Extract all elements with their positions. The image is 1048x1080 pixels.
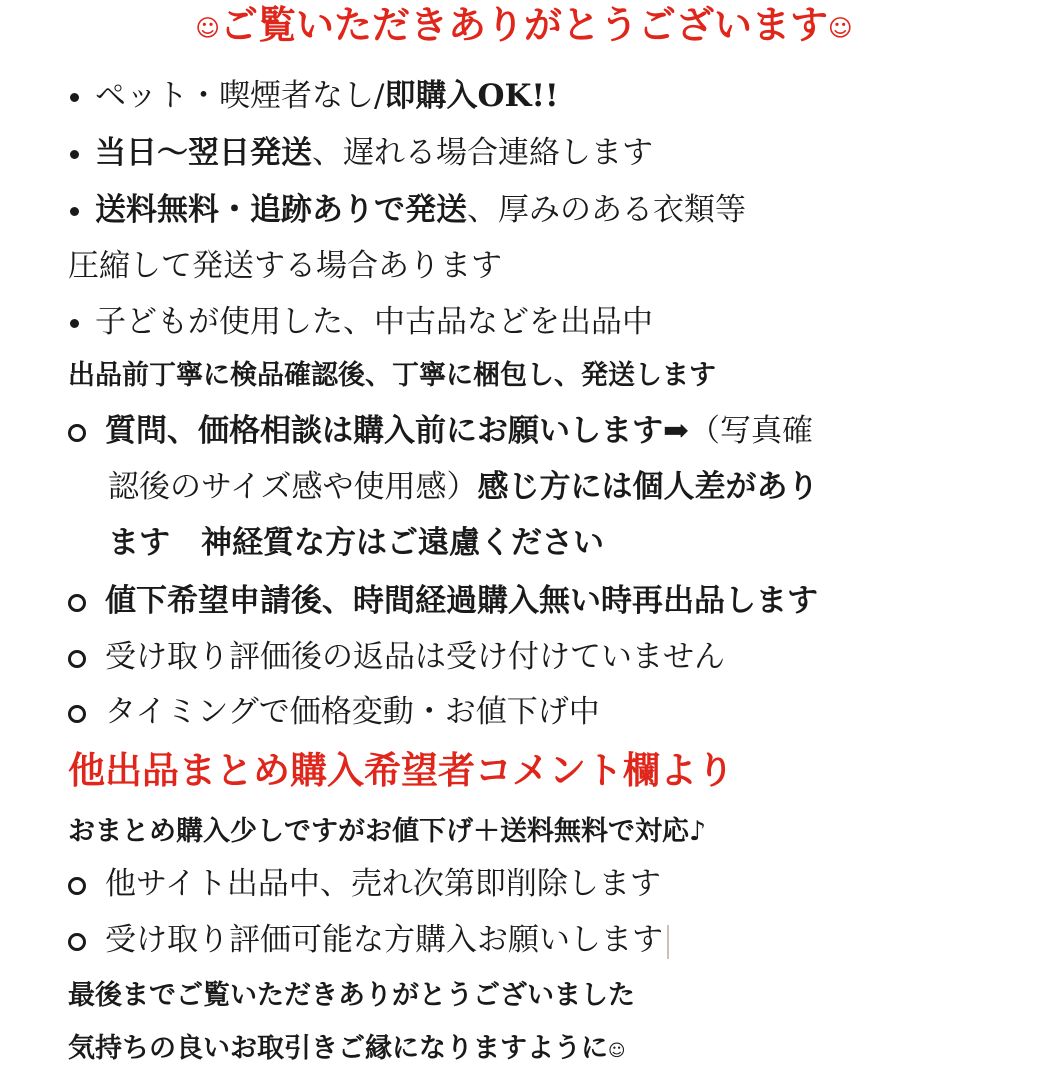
- smiley-icon: ☺: [608, 1039, 626, 1060]
- circle-bullet-icon: [68, 933, 86, 951]
- closing-line-2: [68, 1031, 625, 1068]
- list-item: [68, 920, 669, 960]
- item-text: 値下希望申請後、時間経過購入無い時再出品します: [105, 583, 818, 619]
- closing-text: 気持ちの良いお取引きご縁になりますように: [68, 1033, 608, 1064]
- list-item: [68, 864, 661, 904]
- list-item: [68, 581, 818, 621]
- bullet-text: ペット・喫煙者なし/: [95, 78, 385, 114]
- list-item: [68, 411, 813, 451]
- question-emphasis: 質問、価格相談は購入前にお願いします➡: [105, 413, 689, 449]
- smiley-icon: ☺: [828, 13, 853, 42]
- bullet-text: 、遅れる場合連絡します: [312, 135, 653, 171]
- list-item-continuation: [108, 467, 819, 507]
- bullet-icon: [70, 93, 79, 102]
- bullet-emphasis: 即購入OK!!: [384, 78, 559, 114]
- item-text: 受け取り評価可能な方購入お願いします: [105, 922, 663, 958]
- smiley-icon: ☺: [195, 13, 220, 42]
- circle-bullet-icon: [68, 424, 86, 442]
- bullet-emphasis: 送料無料・追跡ありで発送: [95, 192, 467, 228]
- title-text: ご覧いただきありがとうございます: [219, 3, 828, 47]
- question-text: 認後のサイズ感や使用感）: [108, 469, 478, 505]
- wrap-line: 圧縮して発送する場合あります: [68, 248, 502, 284]
- title-banner: [0, 2, 1048, 51]
- list-item: [68, 692, 600, 732]
- list-item: [68, 302, 653, 342]
- bullet-text: 子どもが使用した、中古品などを出品中: [95, 304, 653, 340]
- bullet-icon: [70, 207, 79, 216]
- list-item-continuation: ます 神経質な方はご遠慮ください: [108, 525, 604, 561]
- bundle-subtext: おまとめ購入少しですがお値下げ＋送料無料で対応♪: [68, 816, 707, 847]
- circle-bullet-icon: [68, 650, 86, 668]
- list-item: [68, 76, 559, 116]
- item-text: 他サイト出品中、売れ次第即削除します: [105, 866, 661, 902]
- question-text: （写真確: [688, 413, 813, 449]
- inspect-line: 出品前丁寧に検品確認後、丁寧に梱包し、発送します: [68, 360, 716, 391]
- list-item: [68, 637, 725, 677]
- closing-line-1: 最後までご覧いただきありがとうございました: [68, 980, 635, 1011]
- circle-bullet-icon: [68, 877, 86, 895]
- item-text: タイミングで価格変動・お値下げ中: [105, 694, 600, 730]
- list-item: [68, 133, 653, 173]
- circle-bullet-icon: [68, 705, 86, 723]
- question-emphasis: 感じ方には個人差があり: [477, 469, 819, 505]
- bundle-heading: 他出品まとめ購入希望者コメント欄より: [68, 749, 734, 792]
- bullet-icon: [70, 150, 79, 159]
- circle-bullet-icon: [68, 594, 86, 612]
- text-cursor: [667, 925, 669, 959]
- bullet-emphasis: 当日〜翌日発送: [95, 135, 312, 171]
- item-text: 受け取り評価後の返品は受け付けていません: [105, 639, 725, 675]
- bullet-icon: [70, 319, 79, 328]
- list-item: [68, 190, 746, 230]
- bullet-text: 、厚みのある衣類等: [467, 192, 746, 228]
